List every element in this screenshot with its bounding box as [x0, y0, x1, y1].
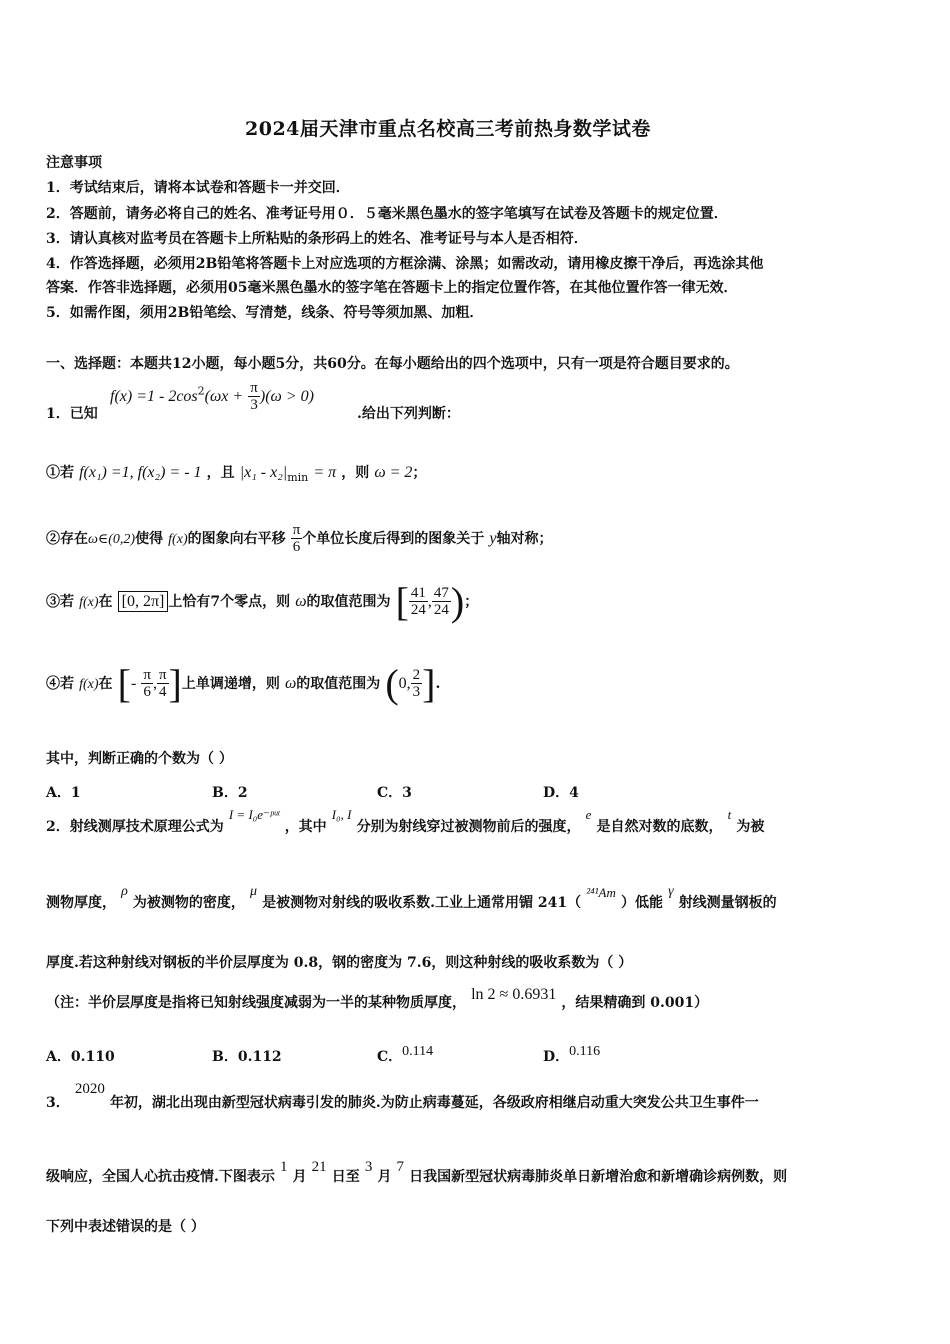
q3-line-1: 3． 2020 年初，湖北出现由新型冠状病毒引发的肺炎.为防止病毒蔓延，各级政府相继启动重大突发公共卫生事件一 [46, 1081, 759, 1111]
q1-statement-2: ②存在ω∈(0,2)使得 f(x)的图象向右平移 $\frac{\pi}{6}$ 个单位长度后得到的图象关于 y轴对称； [46, 522, 553, 555]
q2-line-1: 2．射线测厚技术原理公式为 $^{I = I_0e^-ᵖᵘᵗ}$ ，其中 $^{I_0, I}$ 分别为射线穿过被测物前后的强度， $^e$ 是自然对数的底数， $^t$ 为被 [46, 807, 765, 835]
q2-line-3: 厚度.若这种射线对钢板的半价层厚度为 0.8，钢的密度为 7.6，则这种射线的吸收系数为（ ） [46, 955, 633, 971]
q1-option-b[interactable]: B．2 [212, 785, 248, 801]
q1-formula-right: )(ω > 0) [259, 388, 314, 405]
q1-formula-sup: 2 [197, 384, 205, 398]
q1-statement-1: ①若 f(x₁) =1, f(x₂) = - 1 ，且 $|x_1 - x_2|_{min} = \pi$ ，则 ω = 2； [46, 464, 427, 485]
q3-line-2: 级响应，全国人心抗击疫情.下图表示 1 月 21 日至 3 月 7 日我国新型冠状病毒肺炎单日新增治愈和新增确诊病例数，则 [46, 1159, 788, 1185]
notice-item: 4．作答选择题，必须用2B铅笔将答题卡上对应选项的方框涂满、涂黑；如需改动，请用橡皮擦干净后，再选涂其他 [46, 256, 764, 272]
q2-option-b[interactable]: B．0.112 [212, 1049, 282, 1065]
notice-item: 5．如需作图，须用2B铅笔绘、写清楚，线条、符号等须加黑、加粗． [46, 305, 484, 321]
q1-option-d[interactable]: D．4 [543, 785, 579, 801]
notice-item: 1．考试结束后，请将本试卷和答题卡一并交回． [46, 180, 350, 196]
q1-suffix: .给出下列判断： [357, 406, 460, 422]
notice-item: 3．请认真核对监考员在答题卡上所粘贴的条形码上的姓名、准考证号与本人是否相符． [46, 231, 588, 247]
q1-statement-4: ④若 f(x)在 [- $\frac{\pi}{6}$ , $\frac{\pi}{4}$ ]上单调递增，则 ω的取值范围为 (0, $\frac{2}{3}$ ]. [46, 661, 441, 706]
q1-formula-left: f(x) =1 - 2cos [110, 388, 198, 405]
notice-item: 2．答题前，请务必将自己的姓名、准考证号用０．５毫米黑色墨水的签字笔填写在试卷及答题卡的规定位置． [46, 206, 728, 222]
q2-option-c[interactable]: C．0.114 [377, 1044, 434, 1065]
section-heading: 一、选择题：本题共12小题，每小题5分，共60分。在每小题给出的四个选项中，只有一项是符合题目要求的。 [46, 356, 739, 372]
q1-question: 其中，判断正确的个数为（ ） [46, 751, 233, 767]
q1-formula [110, 380, 314, 413]
q2-ln2: ln 2 ≈ 0.6931 [471, 986, 557, 1003]
q1-option-c[interactable]: C．3 [377, 785, 412, 801]
q1-option-a[interactable]: A．1 [46, 785, 81, 801]
q2-line-2: 测物厚度， ρ 为被测物的密度， μ 是被测物对射线的吸收系数.工业上通常用镅 241（ $^{^{241}Am}$ ）低能 γ 射线测量钢板的 [46, 884, 777, 911]
q1-s1-expr2: |x₁ - x₂| [239, 464, 288, 481]
q1-s2-frac: $\frac{\pi}{6}$ [292, 522, 301, 555]
q1-statement-3: ③若 f(x)在 [0, 2π] 上恰有7个零点，则 ω的取值范围为 [ $\frac{41}{24}$ , $\frac{47}{24}$ )； [46, 579, 479, 624]
q1-formula-frac: $\frac{\pi}{3}$ [250, 380, 258, 413]
q1-s3-interval: [0, 2π] [118, 591, 169, 612]
q1-s1-expr1: f(x₁) =1, f(x₂) = - 1 [79, 464, 202, 481]
q2-line-4: （注：半价层厚度是指将已知射线强度减弱为一半的某种物质厚度， ln 2 ≈ 0.6931 ，结果精确到 0.001） [46, 986, 709, 1011]
q2-option-a[interactable]: A．0.110 [46, 1049, 115, 1065]
q3-year: 2020 [74, 1081, 105, 1097]
notice-item: 答案．作答非选择题，必须用05毫米黑色墨水的签字笔在答题卡上的指定位置作答，在其他位置作答一律无效． [46, 280, 738, 296]
q2-formula: I = I₀e⁻ᵖᵘᵗ [228, 807, 280, 822]
notice-heading: 注意事项 [46, 155, 102, 171]
q3-line-3: 下列中表述错误的是（ ） [46, 1219, 205, 1235]
q2-option-d[interactable]: D．0.116 [543, 1044, 601, 1065]
q1-formula-mid: (ωx + [204, 388, 244, 405]
q1-prefix: 1．已知 [46, 406, 98, 422]
page-title: 2024届天津市重点名校高三考前热身数学试卷 [245, 118, 651, 140]
